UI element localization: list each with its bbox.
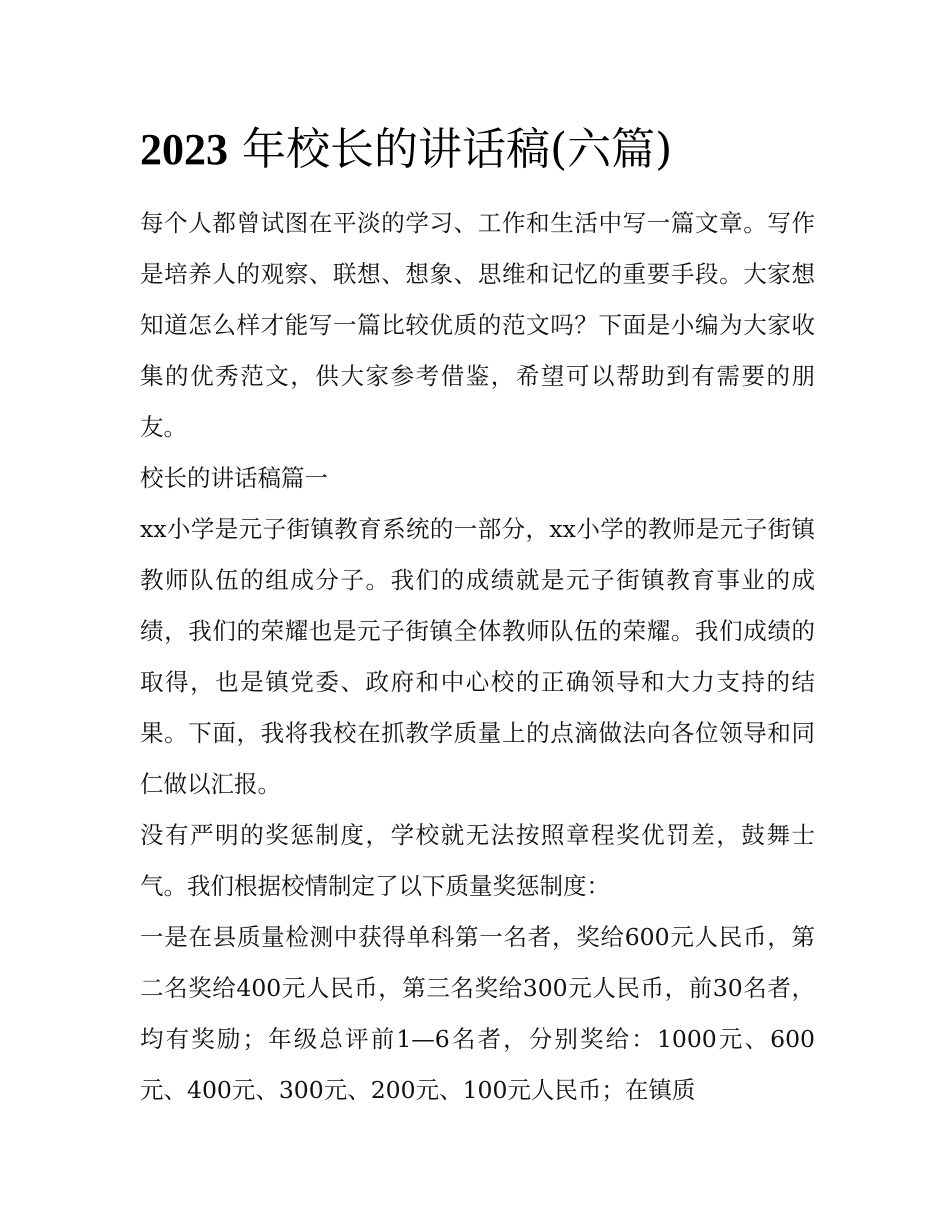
intro-paragraph: 每个人都曾试图在平淡的学习、工作和生活中写一篇文章。写作是培养人的观察、联想、想象、思维和记忆的重要手段。大家想知道怎么样才能写一篇比较优质的范文吗？下面是小编为大家收集的优秀范文，供大家参考借鉴，希望可以帮助到有需要的朋友。 — [140, 209, 815, 441]
section-heading: 校长的讲话稿篇一 — [140, 464, 328, 492]
title-year: 2023 — [140, 125, 228, 174]
body-paragraph: xx小学是元子街镇教育系统的一部分，xx小学的教师是元子街镇教师队伍的组成分子。我们的成绩就是元子街镇教育事业的成绩，我们的荣耀也是元子街镇全体教师队伍的荣耀。我们成绩的取得，也是镇党委、政府和中心校的正确领导和大力支持的结果。下面，我将我校在抓教学质量上的点滴做法向各位领导和同仁做以汇报。 — [140, 515, 815, 798]
title-text: 年校长的讲话稿(六篇) — [242, 124, 673, 175]
body-paragraph: 一是在县质量检测中获得单科第一名者，奖给600元人民币，第二名奖给400元人民币，第三名奖给300元人民币，前30名者，均有奖励；年级总评前1—6名者，分别奖给：1000元、600元、400元、300元、200元、100元人民币；在镇质 — [140, 923, 815, 1104]
page-title — [140, 118, 840, 182]
body-paragraph: 没有严明的奖惩制度，学校就无法按照章程奖优罚差，鼓舞士气。我们根据校情制定了以下质量奖惩制度： — [140, 821, 815, 900]
document-body — [140, 198, 815, 1116]
